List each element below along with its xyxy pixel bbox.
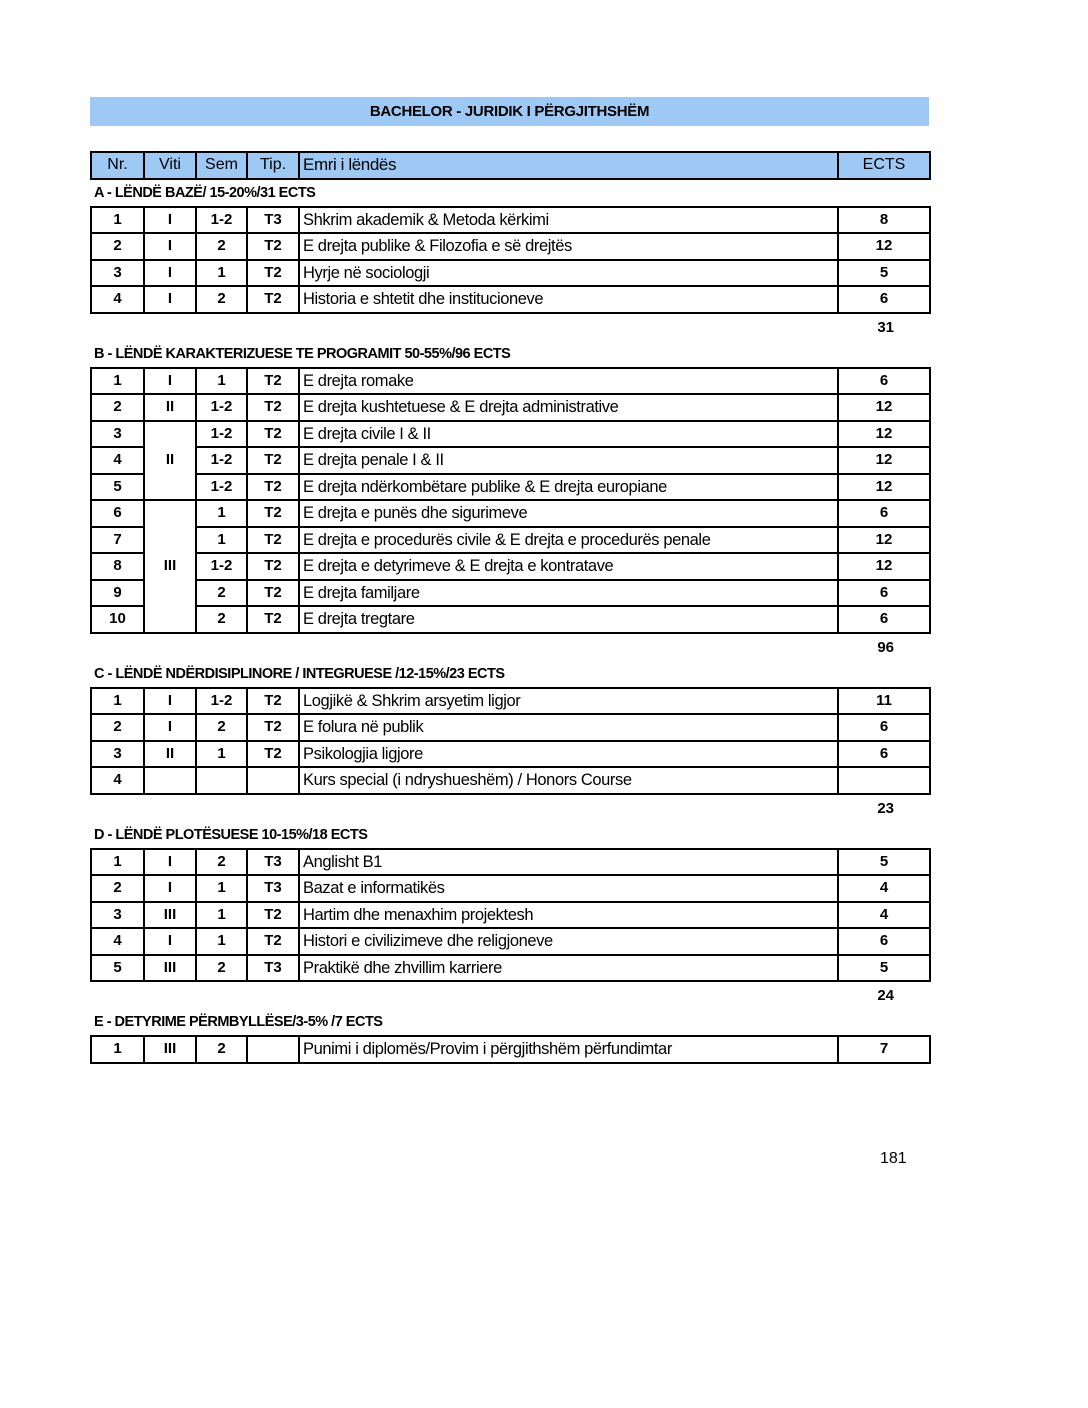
row-ects: 11 <box>838 688 930 715</box>
row-nr: 5 <box>91 955 144 982</box>
row-nr: 3 <box>91 260 144 287</box>
row-ects: 8 <box>838 207 930 234</box>
row-ects: 6 <box>838 286 930 313</box>
table-row <box>91 447 930 474</box>
row-ects: 12 <box>838 527 930 554</box>
row-course-name: Shkrim akademik & Metoda kërkimi <box>299 207 838 234</box>
row-course-name: E drejta e punës dhe sigurimeve <box>299 500 838 527</box>
row-nr: 1 <box>91 207 144 234</box>
row-nr: 4 <box>91 928 144 955</box>
row-viti: I <box>144 286 196 313</box>
row-sem: 2 <box>196 1036 247 1063</box>
row-tip: T2 <box>247 286 299 313</box>
row-tip: T2 <box>247 421 299 448</box>
table-row <box>91 875 930 902</box>
row-tip: T2 <box>247 714 299 741</box>
row-tip: T3 <box>247 849 299 876</box>
row-sem: 2 <box>196 580 247 607</box>
page-number: 181 <box>880 1150 907 1167</box>
row-nr: 2 <box>91 714 144 741</box>
section-heading: A - LËNDË BAZË/ 15-20%/31 ECTS <box>94 184 316 201</box>
table-row <box>91 928 930 955</box>
row-tip: T2 <box>247 233 299 260</box>
row-nr: 1 <box>91 688 144 715</box>
table-row <box>91 606 930 633</box>
table-row <box>91 286 930 313</box>
row-ects: 4 <box>838 875 930 902</box>
row-ects: 6 <box>838 928 930 955</box>
row-viti: I <box>144 260 196 287</box>
row-course-name: Histori e civilizimeve dhe religjoneve <box>299 928 838 955</box>
row-sem: 2 <box>196 233 247 260</box>
header-sem: Sem <box>196 152 247 179</box>
table-row <box>91 260 930 287</box>
row-viti: III <box>144 902 196 929</box>
section-total: 23 <box>877 799 894 817</box>
row-ects: 6 <box>838 500 930 527</box>
row-nr: 9 <box>91 580 144 607</box>
table-row <box>91 527 930 554</box>
row-viti: I <box>144 928 196 955</box>
row-tip: T3 <box>247 875 299 902</box>
row-tip: T3 <box>247 955 299 982</box>
row-tip: T2 <box>247 394 299 421</box>
row-nr: 5 <box>91 474 144 501</box>
table-row <box>91 580 930 607</box>
row-sem: 2 <box>196 849 247 876</box>
row-course-name: Anglisht B1 <box>299 849 838 876</box>
row-tip: T2 <box>247 928 299 955</box>
row-nr: 10 <box>91 606 144 633</box>
header-ects: ECTS <box>838 152 930 179</box>
row-nr: 2 <box>91 394 144 421</box>
row-viti: II <box>144 421 196 501</box>
table-row <box>91 955 930 982</box>
row-sem: 2 <box>196 955 247 982</box>
section-heading: C - LËNDË NDËRDISIPLINORE / INTEGRUESE /12-15%/23 ECTS <box>94 665 505 682</box>
row-course-name: E drejta penale I & II <box>299 447 838 474</box>
table-row <box>91 500 930 527</box>
row-sem: 1 <box>196 741 247 768</box>
row-course-name: Punimi i diplomës/Provim i përgjithshëm përfundimtar <box>299 1036 838 1063</box>
row-viti: I <box>144 688 196 715</box>
row-tip: T2 <box>247 688 299 715</box>
row-ects: 5 <box>838 849 930 876</box>
row-course-name: Psikologjia ligjore <box>299 741 838 768</box>
row-ects: 6 <box>838 368 930 395</box>
section-total: 96 <box>877 638 894 656</box>
row-viti: I <box>144 875 196 902</box>
row-ects: 5 <box>838 260 930 287</box>
curriculum-table <box>90 151 931 1064</box>
header-tip: Tip. <box>247 152 299 179</box>
row-nr: 4 <box>91 767 144 794</box>
section-total: 24 <box>877 987 894 1004</box>
row-viti: II <box>144 394 196 421</box>
row-ects: 12 <box>838 553 930 580</box>
row-tip: T2 <box>247 553 299 580</box>
row-ects: 6 <box>838 580 930 607</box>
row-sem: 1 <box>196 368 247 395</box>
row-nr: 1 <box>91 849 144 876</box>
row-nr: 7 <box>91 527 144 554</box>
row-sem: 1 <box>196 902 247 929</box>
row-viti <box>144 767 196 794</box>
row-course-name: Hyrje në sociologji <box>299 260 838 287</box>
row-ects <box>838 767 930 794</box>
row-sem: 1-2 <box>196 394 247 421</box>
row-ects: 12 <box>838 421 930 448</box>
row-sem: 2 <box>196 286 247 313</box>
row-tip <box>247 1036 299 1063</box>
row-sem: 1-2 <box>196 688 247 715</box>
section-heading: D - LËNDË PLOTËSUESE 10-15%/18 ECTS <box>94 826 368 843</box>
row-ects: 6 <box>838 741 930 768</box>
row-viti: I <box>144 714 196 741</box>
row-tip: T2 <box>247 527 299 554</box>
row-viti: I <box>144 368 196 395</box>
row-sem: 1 <box>196 500 247 527</box>
row-sem: 1 <box>196 875 247 902</box>
row-course-name: E drejta civile I & II <box>299 421 838 448</box>
row-viti: I <box>144 207 196 234</box>
row-sem: 1-2 <box>196 207 247 234</box>
row-course-name: E drejta kushtetuese & E drejta administrative <box>299 394 838 421</box>
row-nr: 2 <box>91 875 144 902</box>
document-page <box>90 97 929 1064</box>
row-sem <box>196 767 247 794</box>
row-ects: 7 <box>838 1036 930 1063</box>
row-sem: 1 <box>196 928 247 955</box>
table-row <box>91 553 930 580</box>
row-sem: 1-2 <box>196 421 247 448</box>
row-nr: 2 <box>91 233 144 260</box>
row-ects: 12 <box>838 233 930 260</box>
section-heading: E - DETYRIME PËRMBYLLËSE/3-5% /7 ECTS <box>94 1014 383 1030</box>
row-sem: 1-2 <box>196 447 247 474</box>
row-tip: T2 <box>247 368 299 395</box>
row-ects: 5 <box>838 955 930 982</box>
row-ects: 12 <box>838 394 930 421</box>
table-row <box>91 741 930 768</box>
row-nr: 6 <box>91 500 144 527</box>
table-row <box>91 421 930 448</box>
row-tip: T2 <box>247 606 299 633</box>
table-row <box>91 394 930 421</box>
table-row <box>91 902 930 929</box>
row-nr: 3 <box>91 421 144 448</box>
row-tip: T2 <box>247 500 299 527</box>
row-course-name: E drejta tregtare <box>299 606 838 633</box>
table-row <box>91 1036 930 1063</box>
table-row <box>91 767 930 794</box>
row-course-name: Bazat e informatikës <box>299 875 838 902</box>
table-row <box>91 233 930 260</box>
row-viti: I <box>144 233 196 260</box>
section-total: 31 <box>877 318 894 336</box>
row-course-name: E drejta e detyrimeve & E drejta e kontratave <box>299 553 838 580</box>
row-sem: 2 <box>196 714 247 741</box>
row-nr: 4 <box>91 447 144 474</box>
row-viti: I <box>144 849 196 876</box>
row-nr: 4 <box>91 286 144 313</box>
row-nr: 3 <box>91 902 144 929</box>
row-sem: 1-2 <box>196 553 247 580</box>
row-ects: 6 <box>838 714 930 741</box>
row-course-name: E drejta familjare <box>299 580 838 607</box>
row-nr: 3 <box>91 741 144 768</box>
row-sem: 2 <box>196 606 247 633</box>
row-tip: T2 <box>247 580 299 607</box>
table-row <box>91 474 930 501</box>
row-course-name: E drejta ndërkombëtare publike & E drejta europiane <box>299 474 838 501</box>
header-emri: Emri i lëndës <box>299 152 838 179</box>
row-course-name: E drejta e procedurës civile & E drejta e procedurës penale <box>299 527 838 554</box>
row-nr: 8 <box>91 553 144 580</box>
row-course-name: E drejta publike & Filozofia e së drejtës <box>299 233 838 260</box>
section-heading: B - LËNDË KARAKTERIZUESE TE PROGRAMIT 50-55%/96 ECTS <box>94 345 511 362</box>
table-row <box>91 207 930 234</box>
row-course-name: Hartim dhe menaxhim projektesh <box>299 902 838 929</box>
row-sem: 1 <box>196 260 247 287</box>
table-row <box>91 849 930 876</box>
document-title: BACHELOR - JURIDIK I PËRGJITHSHËM <box>90 97 929 126</box>
row-tip <box>247 767 299 794</box>
table-row <box>91 368 930 395</box>
row-tip: T2 <box>247 260 299 287</box>
row-course-name: Kurs special (i ndryshueshëm) / Honors Course <box>299 767 838 794</box>
table-header-row <box>91 152 930 179</box>
row-nr: 1 <box>91 368 144 395</box>
table-row <box>91 714 930 741</box>
row-course-name: Praktikë dhe zhvillim karriere <box>299 955 838 982</box>
row-course-name: Logjikë & Shkrim arsyetim ligjor <box>299 688 838 715</box>
row-viti: III <box>144 1036 196 1063</box>
row-viti: III <box>144 500 196 633</box>
row-sem: 1 <box>196 527 247 554</box>
row-nr: 1 <box>91 1036 144 1063</box>
header-nr: Nr. <box>91 152 144 179</box>
row-viti: II <box>144 741 196 768</box>
row-tip: T2 <box>247 741 299 768</box>
table-row <box>91 688 930 715</box>
row-viti: III <box>144 955 196 982</box>
row-course-name: E folura në publik <box>299 714 838 741</box>
row-tip: T2 <box>247 447 299 474</box>
row-ects: 12 <box>838 474 930 501</box>
row-ects: 6 <box>838 606 930 633</box>
row-ects: 12 <box>838 447 930 474</box>
header-viti: Viti <box>144 152 196 179</box>
row-course-name: Historia e shtetit dhe institucioneve <box>299 286 838 313</box>
row-tip: T2 <box>247 474 299 501</box>
row-tip: T3 <box>247 207 299 234</box>
row-course-name: E drejta romake <box>299 368 838 395</box>
row-ects: 4 <box>838 902 930 929</box>
row-tip: T2 <box>247 902 299 929</box>
row-sem: 1-2 <box>196 474 247 501</box>
